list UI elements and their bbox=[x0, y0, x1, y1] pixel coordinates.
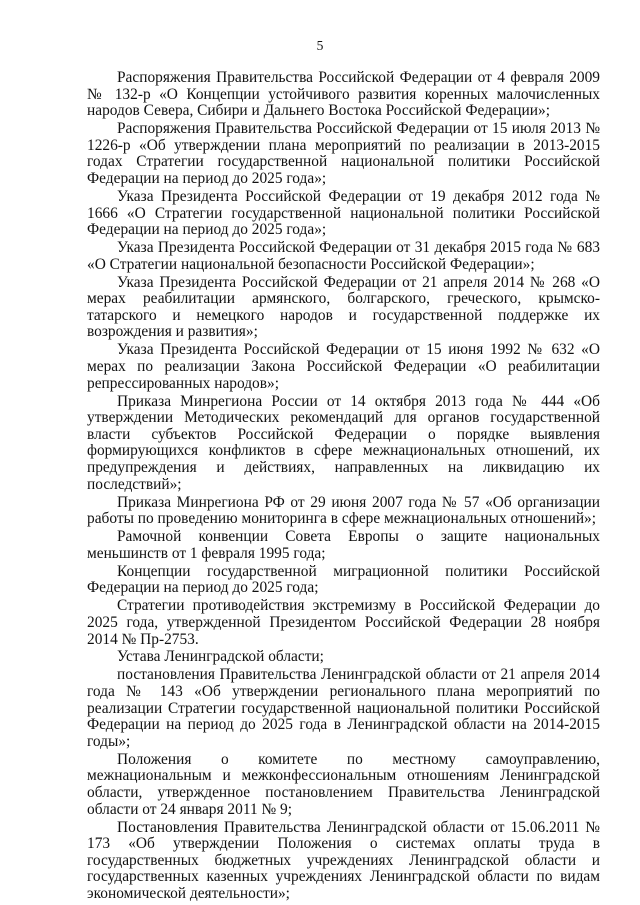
paragraph: Положения о комитете по местному самоуправлению, межнациональным и межконфессиональным отношениям Ленинградской области, утвержденное постановлением Правительства Ленинградской области от 24 января 2011 № 9; bbox=[87, 750, 600, 818]
paragraph: Концепции государственной миграционной политики Российской Федерации на период до 2025 года; bbox=[87, 562, 600, 597]
paragraph: Распоряжения Правительства Российской Федерации от 15 июля 2013 № 1226-р «Об утверждении плана мероприятий по реализации в 2013-2015 годах Стратегии государственной национальной политики Российской Федерации на период до 2025 года»; bbox=[87, 120, 600, 187]
paragraph: Указа Президента Российской Федерации от 15 июня 1992 № 632 «О мерах по реализации Закона Российской Федерации «О реабилитации репрессированных народов»; bbox=[87, 341, 600, 392]
paragraph: Рамочной конвенции Совета Европы о защите национальных меньшинств от 1 февраля 1995 года; bbox=[87, 528, 600, 562]
paragraph: Указа Президента Российской Федерации от 19 декабря 2012 года № 1666 «О Стратегии государственной национальной политики Российской Федерации на период до 2025 года»; bbox=[87, 187, 600, 239]
document-body bbox=[87, 70, 600, 903]
paragraph: Устава Ленинградской области; bbox=[117, 648, 324, 666]
paragraph: Приказа Минрегиона РФ от 29 июня 2007 года № 57 «Об организации работы по проведению мониторинга в сфере межнациональных отношений»; bbox=[87, 493, 600, 528]
paragraph: Указа Президента Российской Федерации от 21 апреля 2014 № 268 «О мерах реабилитации армянского, болгарского, греческого, крымско-татарского и немецкого народов и государственной поддержке их возрождения и развития»; bbox=[87, 273, 600, 341]
paragraph: Постановления Правительства Ленинградской области от 15.06.2011 № 173 «Об утверждении Положения о системах оплаты труда в государственных бюджетных учреждениях Ленинградской области и государственных казенных учреждениях Ленинградской области по видам экономической деятельности»; bbox=[87, 818, 600, 902]
paragraph: постановления Правительства Ленинградской области от 21 апреля 2014 года № 143 «Об утверждении регионального плана мероприятий по реализации Стратегии государственной национальной политики Российской Федерации на период до 2025 года в Ленинградской области на 2014-2015 годы»; bbox=[87, 666, 600, 750]
paragraph: Стратегии противодействия экстремизму в Российской Федерации до 2025 года, утвержденной Президентом Российской Федерации 28 ноября 2014 № Пр-2753. bbox=[87, 597, 600, 648]
page-number: 5 bbox=[316, 38, 324, 53]
paragraph: Указа Президента Российской Федерации от 31 декабря 2015 года № 683 «О Стратегии национальной безопасности Российской Федерации»; bbox=[87, 239, 600, 273]
paragraph: Приказа Минрегиона России от 14 октября 2013 года № 444 «Об утверждении Методических рекомендаций для органов государственной власти субъектов Российской Федерации о порядке выявления формирующихся конфликтов в сфере межнациональных отношений, их предупреждения и действиях, направленных на ликвидацию их последствий»; bbox=[87, 392, 600, 493]
paragraph: Распоряжения Правительства Российской Федерации от 4 февраля 2009 № 132-р «О Концепции устойчивого развития коренных малочисленных народов Севера, Сибири и Дальнего Востока Российской Федерации»; bbox=[87, 69, 600, 120]
